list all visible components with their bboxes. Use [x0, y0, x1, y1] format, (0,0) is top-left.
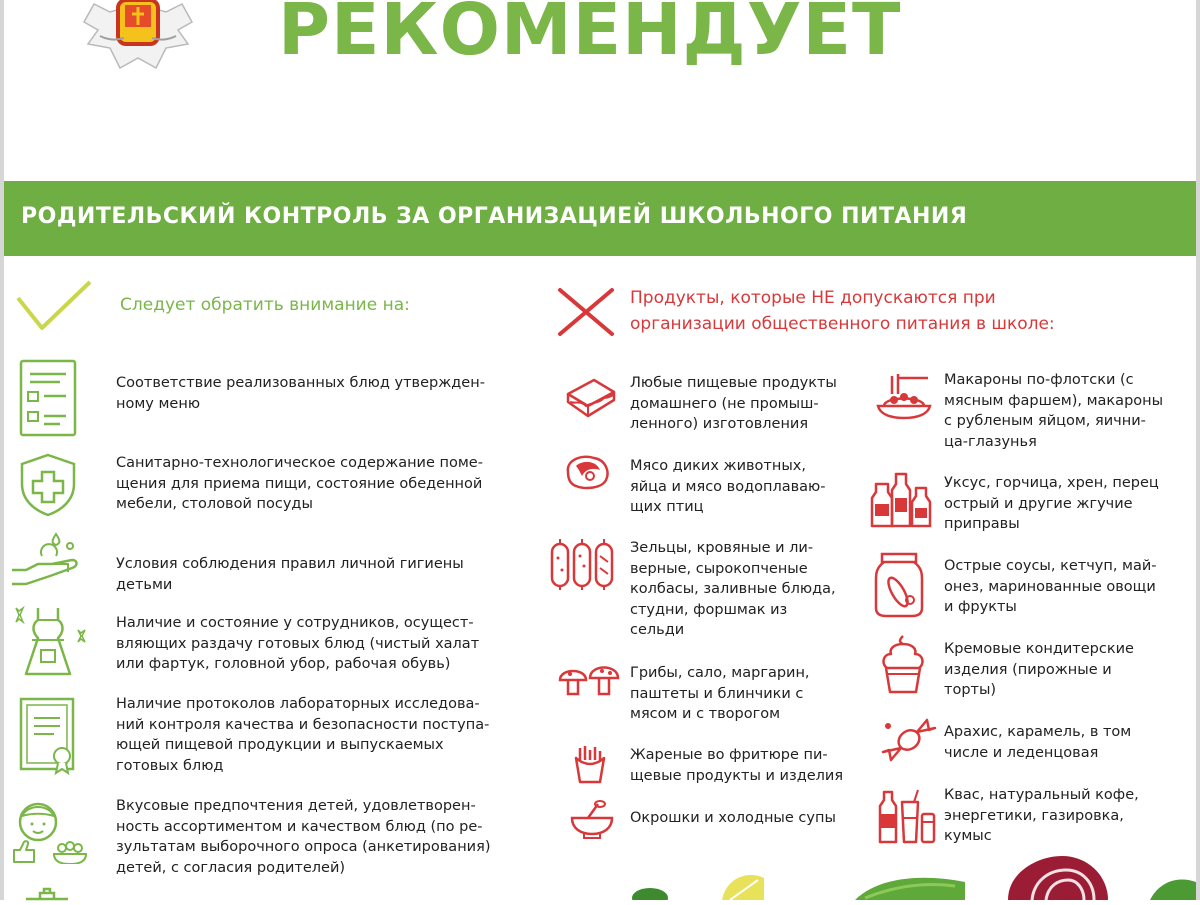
item-line: мясом и с творогом — [630, 706, 781, 722]
prohibited-item — [630, 456, 825, 518]
item-line: яйца и мясо водоплаваю- — [630, 478, 826, 495]
cupcake-icon — [880, 634, 926, 698]
item-line: онез, маринованные овощи — [944, 578, 1156, 595]
item-line: Жареные во фритюре пи- — [630, 747, 828, 763]
onion-illustration — [998, 852, 1108, 904]
item-line: Санитарно-технологическое содержание поме- — [116, 455, 483, 471]
child-survey-icon — [10, 798, 90, 868]
item-line: числе и леденцовая — [944, 744, 1099, 761]
prohibited-item — [944, 556, 1157, 618]
mushroom-icon — [556, 662, 622, 704]
item-line: ца-глазунья — [944, 433, 1037, 450]
item-line: верные, сырокопченые — [630, 560, 808, 577]
left-item — [116, 796, 490, 878]
item-line: Наличие и состояние у сотрудников, осущест- — [116, 615, 474, 631]
leaf-illustration — [630, 884, 670, 904]
item-line: Вкусовые предпочтения детей, удовлетворен- — [116, 798, 476, 814]
item-line: Арахис, карамель, в том — [944, 724, 1132, 740]
pot-icon — [22, 886, 72, 905]
item-line: зультатам выборочного опроса (анкетирования) — [116, 839, 491, 855]
left-frame-border — [0, 0, 4, 900]
prohibited-item — [630, 538, 836, 641]
item-line: щевые продукты и изделия — [630, 767, 844, 784]
condiments-icon — [868, 470, 934, 532]
sandwich-icon — [562, 376, 618, 426]
item-line: и фрукты — [944, 599, 1017, 615]
item-line: мясным фаршем), макароны — [944, 392, 1164, 409]
item-line: изделия (пирожные и — [944, 661, 1112, 678]
item-line: ному меню — [116, 395, 201, 412]
item-line: Окрошки и холодные супы — [630, 810, 836, 826]
item-line: Кремовые кондитерские — [944, 641, 1134, 657]
banner-title: РОДИТЕЛЬСКИЙ КОНТРОЛЬ ЗА ОРГАНИЗАЦИЕЙ ШКОЛЬНОГО ПИТАНИЯ — [21, 204, 968, 229]
prohibited-heading-line: организации общественного питания в школе: — [630, 314, 1055, 334]
prohibited-heading — [630, 285, 1170, 337]
prohibited-item — [944, 639, 1134, 701]
left-item — [116, 694, 489, 776]
item-line: колбасы, заливные блюда, — [630, 581, 836, 597]
item-line: Соответствие реализованных блюд утвержден- — [116, 375, 485, 391]
item-line: приправы — [944, 516, 1020, 532]
item-line: острый и другие жгучие — [944, 495, 1133, 512]
item-line: Грибы, сало, маргарин, — [630, 665, 810, 681]
steak-icon — [562, 452, 612, 496]
item-line: Макароны по-флотски (с — [944, 372, 1134, 388]
item-line: Любые пищевые продукты — [630, 375, 837, 391]
cross-icon — [556, 286, 616, 342]
item-line: энергетики, газировка, — [944, 807, 1124, 824]
prohibited-item — [630, 663, 810, 725]
left-item — [116, 453, 483, 515]
checklist-icon — [18, 358, 78, 442]
left-item — [116, 554, 464, 595]
green-leaves-illustration — [855, 872, 965, 904]
apron-icon — [6, 604, 90, 684]
prohibited-heading-line: Продукты, которые НЕ допускаются при — [630, 288, 996, 308]
prohibited-item — [944, 722, 1131, 763]
prohibited-item — [944, 785, 1139, 847]
french-fries-icon — [572, 744, 608, 788]
item-line: щих птиц — [630, 499, 704, 515]
item-line: Уксус, горчица, хрен, перец — [944, 475, 1159, 491]
checkmark-icon — [14, 278, 94, 340]
item-line: Наличие протоколов лабораторных исследова- — [116, 696, 480, 712]
item-line: вляющих раздачу готовых блюд (чистый халат — [116, 635, 480, 652]
item-line: готовых блюд — [116, 757, 224, 774]
item-line: или фартук, головной убор, рабочая обувь) — [116, 656, 451, 672]
item-line: Острые соусы, кетчуп, май- — [944, 558, 1157, 574]
sausage-icon — [548, 536, 616, 596]
drinks-icon — [876, 788, 936, 848]
item-line: домашнего (не промыш- — [630, 395, 819, 412]
item-line: Зельцы, кровяные и ли- — [630, 540, 814, 556]
item-line: щения для приема пищи, состояние обеденной — [116, 475, 483, 492]
page-headline: РЕКОМЕНДУЕТ — [278, 0, 902, 71]
item-line: ний контроля качества и безопасности поступа- — [116, 716, 490, 733]
left-item — [116, 373, 485, 414]
prohibited-item — [944, 370, 1163, 452]
emblem-icon — [80, 0, 196, 70]
prohibited-item — [944, 473, 1159, 535]
item-line: ленного) изготовления — [630, 416, 809, 432]
item-line: детей, с согласия родителей) — [116, 859, 346, 876]
item-line: Условия соблюдения правил личной гигиены — [116, 556, 464, 572]
item-line: Мясо диких животных, — [630, 458, 806, 474]
item-line: Квас, натуральный кофе, — [944, 787, 1139, 803]
item-line: сельди — [630, 622, 685, 638]
prohibited-item — [630, 745, 843, 786]
item-line: ющей пищевой продукции и выпускаемых — [116, 737, 444, 753]
pickle-jar-icon — [874, 552, 924, 622]
item-line: мебели, столовой посуды — [116, 496, 313, 512]
item-line: паштеты и блинчики с — [630, 685, 804, 702]
left-item — [116, 613, 479, 675]
item-line: кумыс — [944, 828, 992, 844]
lemon-illustration — [718, 868, 768, 904]
item-line: детьми — [116, 576, 173, 593]
candy-icon — [880, 712, 938, 772]
soup-bowl-icon — [568, 800, 616, 844]
prohibited-item — [630, 808, 836, 829]
medical-shield-icon — [18, 452, 78, 522]
hand-washing-icon — [8, 530, 88, 596]
pasta-icon — [876, 372, 932, 424]
item-line: студни, форшмак из — [630, 601, 788, 618]
right-frame-border — [1196, 0, 1200, 900]
item-line: с рубленым яйцом, яични- — [944, 413, 1146, 429]
item-line: торты) — [944, 682, 997, 698]
item-line: ность ассортиментом и качеством блюд (по ре- — [116, 818, 483, 835]
prohibited-item — [630, 373, 837, 435]
title-banner — [4, 181, 1196, 256]
attention-heading: Следует обратить внимание на: — [120, 295, 410, 315]
certificate-icon — [18, 696, 78, 780]
